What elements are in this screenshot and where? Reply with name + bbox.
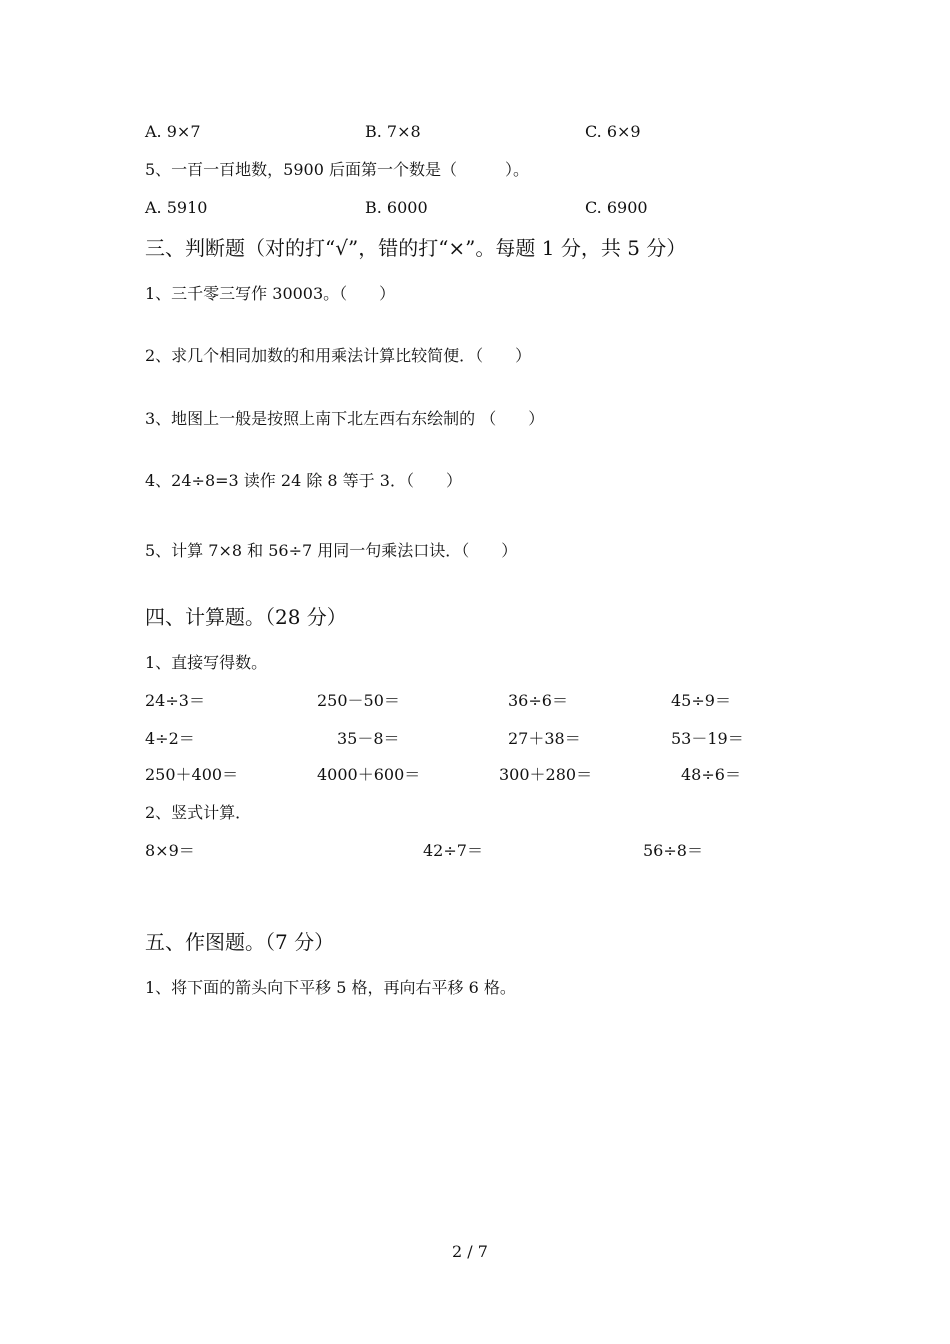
section4-sub2: 2、竖式计算． <box>145 803 252 822</box>
section3-item-4: 4、24÷8=3 读作 24 除 8 等于 3．（ ） <box>145 471 462 490</box>
calc-r3-c3: 300＋280＝ <box>499 765 593 784</box>
section4-sub1: 1、直接写得数。 <box>145 653 268 672</box>
vertical-calc-3: 56÷8＝ <box>643 841 703 860</box>
section3-item-5: 5、计算 7×8 和 56÷7 用同一句乘法口诀．（ ） <box>145 541 518 560</box>
calc-r3-c4: 48÷6＝ <box>681 765 741 784</box>
q5-option-a: A. 5910 <box>145 198 208 217</box>
calc-r2-c3: 27＋38＝ <box>508 729 581 748</box>
calc-r3-c2: 4000＋600＝ <box>317 765 421 784</box>
section3-item-1: 1、三千零三写作 30003。（ ） <box>145 284 396 303</box>
q5-text: 5、一百一百地数，5900 后面第一个数是（ ）。 <box>145 160 529 179</box>
calc-r1-c4: 45÷9＝ <box>671 691 731 710</box>
vertical-calc-1: 8×9＝ <box>145 841 195 860</box>
q5-option-c: C. 6900 <box>585 198 648 217</box>
section5-title: 五、作图题。（7 分） <box>145 930 335 954</box>
section3-title: 三、判断题（对的打“√”，错的打“×”。每题 1 分，共 5 分） <box>145 236 687 260</box>
q4-option-c: C. 6×9 <box>585 122 641 141</box>
page-number: 2 / 7 <box>452 1242 488 1261</box>
q4-option-a: A. 9×7 <box>145 122 201 141</box>
q5-option-b: B. 6000 <box>365 198 428 217</box>
section4-title: 四、计算题。（28 分） <box>145 605 347 629</box>
q4-option-b: B. 7×8 <box>365 122 421 141</box>
calc-r1-c2: 250－50＝ <box>317 691 400 710</box>
calc-r2-c2: 35－8＝ <box>337 729 400 748</box>
calc-r2-c1: 4÷2＝ <box>145 729 195 748</box>
calc-r3-c1: 250＋400＝ <box>145 765 239 784</box>
calc-r2-c4: 53－19＝ <box>671 729 744 748</box>
section5-sub1: 1、将下面的箭头向下平移 5 格，再向右平移 6 格。 <box>145 978 516 997</box>
section3-item-2: 2、求几个相同加数的和用乘法计算比较简便．（ ） <box>145 346 532 365</box>
calc-r1-c3: 36÷6＝ <box>508 691 568 710</box>
calc-r1-c1: 24÷3＝ <box>145 691 205 710</box>
section3-item-3: 3、地图上一般是按照上南下北左西右东绘制的 （ ） <box>145 409 545 428</box>
vertical-calc-2: 42÷7＝ <box>423 841 483 860</box>
